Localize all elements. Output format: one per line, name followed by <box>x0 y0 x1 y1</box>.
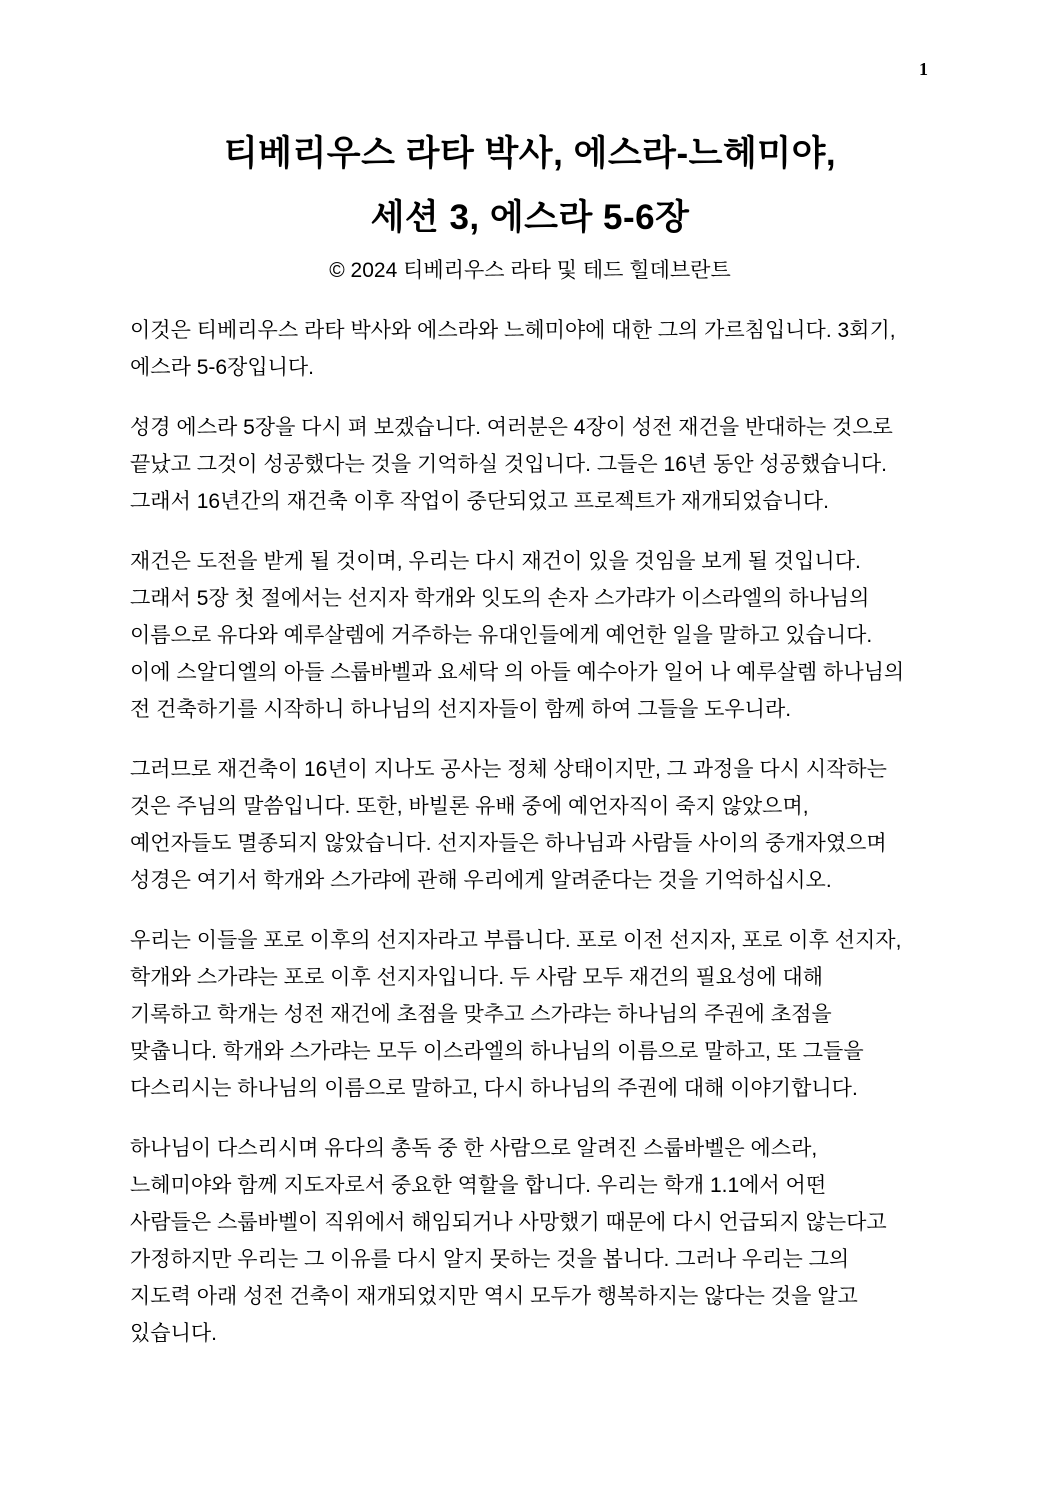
paragraph-line: 전 건축하기를 시작하니 하나님의 선지자들이 함께 하여 그들을 도우니라. <box>130 698 792 721</box>
page-number: 1 <box>919 59 928 79</box>
paragraph-line: 느헤미야와 함께 지도자로서 중요한 역할을 합니다. 우리는 학개 1.1에서 어떤 <box>130 1174 827 1197</box>
paragraph <box>130 312 930 386</box>
paragraph-line: 그래서 5장 첫 절에서는 선지자 학개와 잇도의 손자 스가랴가 이스라엘의 하나님의 <box>130 587 870 610</box>
paragraph-line: 가정하지만 우리는 그 이유를 다시 알지 못하는 것을 봅니다. 그러나 우리는 그의 <box>130 1248 850 1271</box>
paragraph-line: 학개와 스가랴는 포로 이후 선지자입니다. 두 사람 모두 재건의 필요성에 대해 <box>130 966 824 989</box>
paragraph-line: 그러므로 재건축이 16년이 지나도 공사는 정체 상태이지만, 그 과정을 다시 시작하는 <box>130 758 887 781</box>
paragraph-line: 있습니다. <box>130 1322 217 1345</box>
paragraph <box>130 922 930 1107</box>
paragraph-line: 재건은 도전을 받게 될 것이며, 우리는 다시 재건이 있을 것임을 보게 될 것입니다. <box>130 550 861 573</box>
paragraph-line: 다스리시는 하나님의 이름으로 말하고, 다시 하나님의 주권에 대해 이야기합니다. <box>130 1077 858 1100</box>
paragraph <box>130 1130 930 1352</box>
paragraph-line: 지도력 아래 성전 건축이 재개되었지만 역시 모두가 행복하지는 않다는 것을 알고 <box>130 1285 858 1308</box>
title-line-2: 세션 3, 에스라 5-6장 <box>370 198 690 237</box>
paragraph <box>130 409 930 520</box>
paragraph-line: 이에 스알디엘의 아들 스룹바벨과 요세닥 의 아들 예수아가 일어 나 예루살렘 하나님의 <box>130 661 905 684</box>
paragraph-line: 기록하고 학개는 성전 재건에 초점을 맞추고 스가랴는 하나님의 주권에 초점을 <box>130 1003 832 1026</box>
paragraph-line: 예언자들도 멸종되지 않았습니다. 선지자들은 하나님과 사람들 사이의 중개자였으며 <box>130 832 887 855</box>
paragraph-line: 성경 에스라 5장을 다시 펴 보겠습니다. 여러분은 4장이 성전 재건을 반대하는 것으로 <box>130 416 893 439</box>
paragraph-line: 성경은 여기서 학개와 스가랴에 관해 우리에게 알려준다는 것을 기억하십시오. <box>130 869 832 892</box>
document-body <box>130 312 930 1352</box>
paragraph-line: 하나님이 다스리시며 유다의 총독 중 한 사람으로 알려진 스룹바벨은 에스라, <box>130 1137 818 1160</box>
document-title <box>130 122 930 250</box>
paragraph <box>130 543 930 728</box>
paragraph-line: 것은 주님의 말씀입니다. 또한, 바빌론 유배 중에 예언자직이 죽지 않았으며, <box>130 795 809 818</box>
title-line-1: 티베리우스 라타 박사, 에스라-느헤미야, <box>223 134 837 173</box>
paragraph-line: 맞춥니다. 학개와 스가랴는 모두 이스라엘의 하나님의 이름으로 말하고, 또 그들을 <box>130 1040 864 1063</box>
paragraph-line: 끝났고 그것이 성공했다는 것을 기억하실 것입니다. 그들은 16년 동안 성공했습니다. <box>130 453 887 476</box>
copyright-line: © 2024 티베리우스 라타 및 테드 힐데브란트 <box>329 259 731 282</box>
paragraph-line: 이름으로 유다와 예루살렘에 거주하는 유대인들에게 예언한 일을 말하고 있습니다. <box>130 624 873 647</box>
paragraph-line: 우리는 이들을 포로 이후의 선지자라고 부릅니다. 포로 이전 선지자, 포로 이후 선지자, <box>130 929 902 952</box>
paragraph <box>130 751 930 899</box>
paragraph-line: 에스라 5-6장입니다. <box>130 356 315 379</box>
paragraph-line: 그래서 16년간의 재건축 이후 작업이 중단되었고 프로젝트가 재개되었습니다. <box>130 490 829 513</box>
paragraph-line: 사람들은 스룹바벨이 직위에서 해임되거나 사망했기 때문에 다시 언급되지 않는다고 <box>130 1211 887 1234</box>
paragraph-line: 이것은 티베리우스 라타 박사와 에스라와 느헤미야에 대한 그의 가르침입니다. 3회기, <box>130 319 896 342</box>
